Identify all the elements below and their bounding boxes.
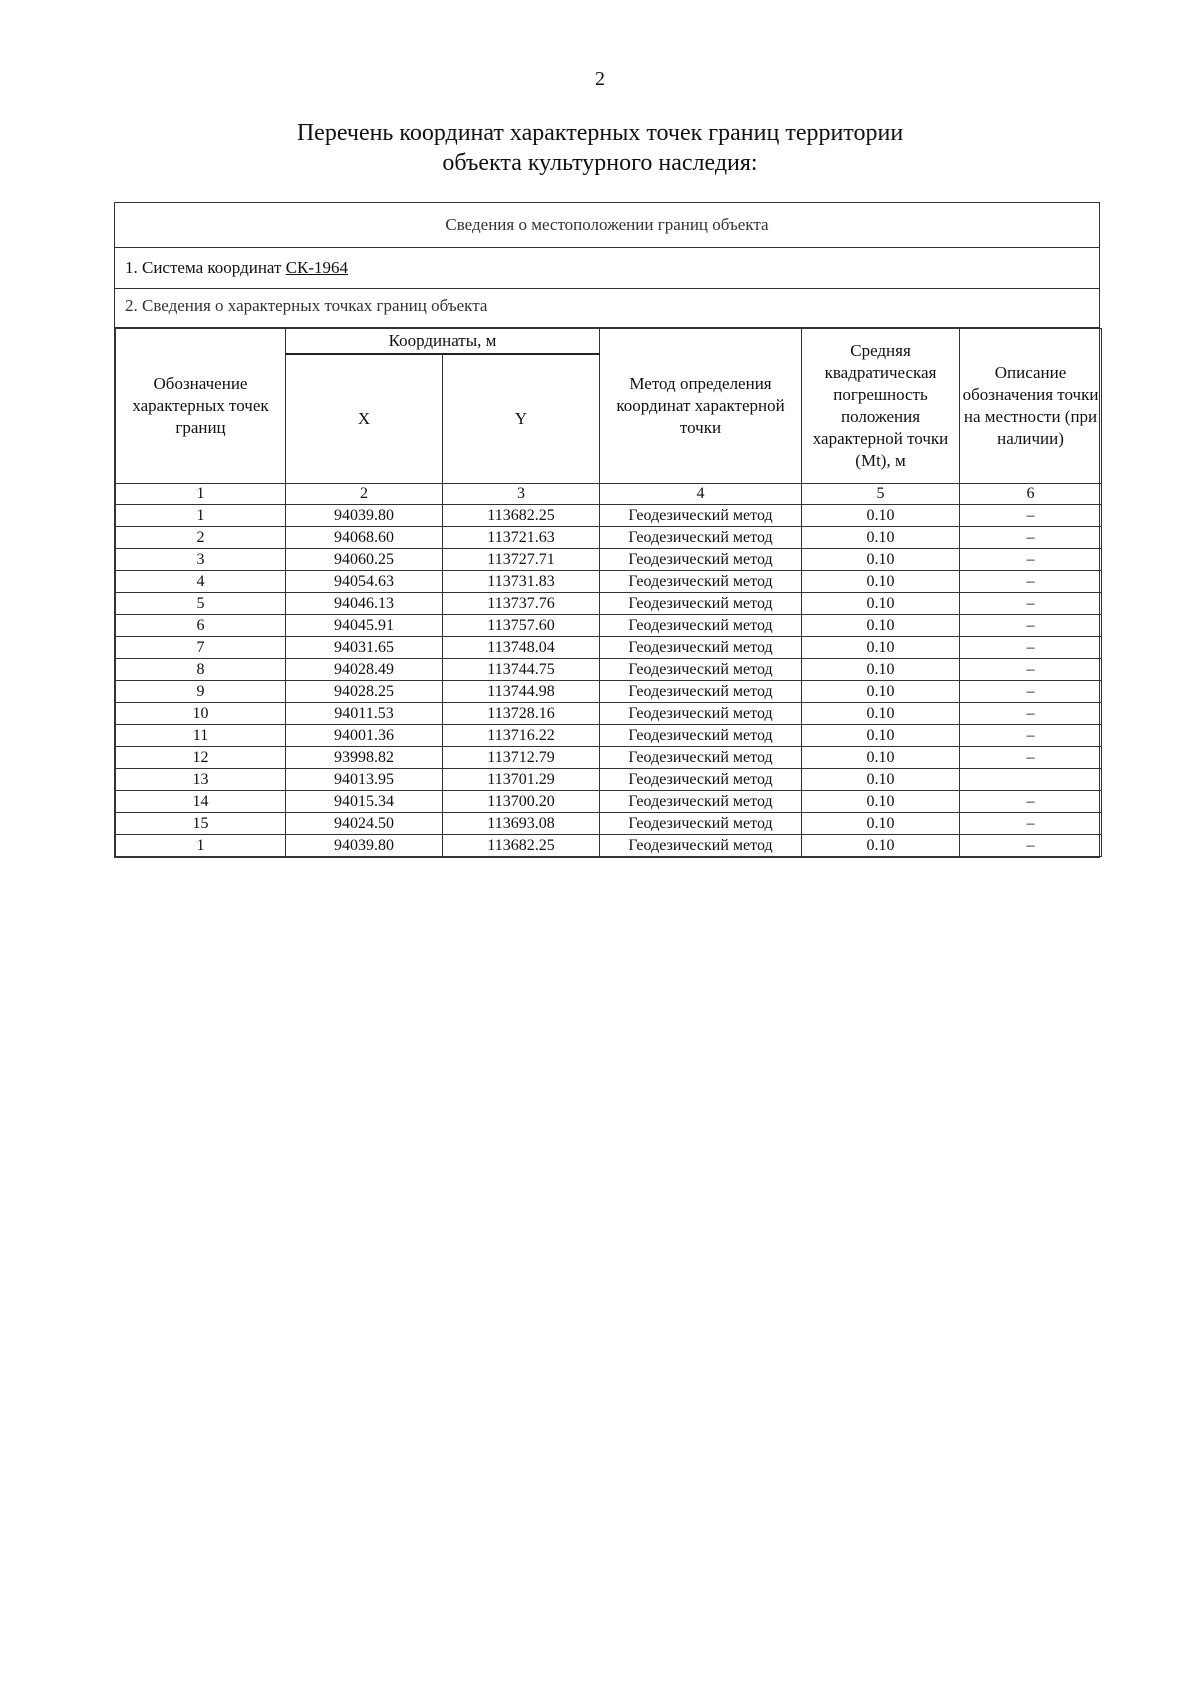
method-cell: Геодезический метод xyxy=(600,681,802,703)
points-table-body xyxy=(116,505,1102,857)
error-cell: 0.10 xyxy=(802,615,960,637)
col-x-header: X xyxy=(286,354,443,484)
description-cell xyxy=(960,769,1102,791)
table-row xyxy=(116,615,1102,637)
description-cell: – xyxy=(960,615,1102,637)
x-cell: 94039.80 xyxy=(286,835,443,857)
table-row xyxy=(116,791,1102,813)
y-cell: 113744.98 xyxy=(443,681,600,703)
page-number: 2 xyxy=(595,68,605,90)
column-number: 4 xyxy=(600,484,802,505)
x-cell: 94011.53 xyxy=(286,703,443,725)
x-cell: 94060.25 xyxy=(286,549,443,571)
table-row xyxy=(116,659,1102,681)
error-cell: 0.10 xyxy=(802,549,960,571)
description-cell: – xyxy=(960,593,1102,615)
x-cell: 94054.63 xyxy=(286,571,443,593)
table-row xyxy=(116,571,1102,593)
document-title xyxy=(0,118,1200,178)
col-description-header: Описание обозначения точки на местности (при наличии) xyxy=(960,329,1102,484)
x-cell: 94045.91 xyxy=(286,615,443,637)
y-cell: 113727.71 xyxy=(443,549,600,571)
method-cell: Геодезический метод xyxy=(600,637,802,659)
table-row xyxy=(116,813,1102,835)
description-cell: – xyxy=(960,549,1102,571)
point-cell: 11 xyxy=(116,725,286,747)
title-line-2: объекта культурного наследия: xyxy=(442,150,758,176)
y-cell: 113701.29 xyxy=(443,769,600,791)
error-cell: 0.10 xyxy=(802,593,960,615)
x-cell: 94031.65 xyxy=(286,637,443,659)
error-cell: 0.10 xyxy=(802,681,960,703)
coordinate-system-row xyxy=(115,248,1099,289)
error-cell: 0.10 xyxy=(802,637,960,659)
y-cell: 113712.79 xyxy=(443,747,600,769)
method-cell: Геодезический метод xyxy=(600,703,802,725)
error-cell: 0.10 xyxy=(802,725,960,747)
method-cell: Геодезический метод xyxy=(600,769,802,791)
column-number: 2 xyxy=(286,484,443,505)
x-cell: 94015.34 xyxy=(286,791,443,813)
table-row xyxy=(116,681,1102,703)
point-cell: 13 xyxy=(116,769,286,791)
col-y-header: Y xyxy=(443,354,600,484)
title-line-1: Перечень координат характерных точек границ территории xyxy=(296,120,904,146)
description-cell: – xyxy=(960,637,1102,659)
method-cell: Геодезический метод xyxy=(600,527,802,549)
coordinate-system-label: 1. Система координат xyxy=(125,258,286,277)
x-cell: 94068.60 xyxy=(286,527,443,549)
column-numbers-row xyxy=(116,484,1102,505)
table-row xyxy=(116,505,1102,527)
table-caption: Сведения о местоположении границ объекта xyxy=(115,203,1099,248)
y-cell: 113721.63 xyxy=(443,527,600,549)
point-cell: 5 xyxy=(116,593,286,615)
y-cell: 113682.25 xyxy=(443,505,600,527)
point-cell: 15 xyxy=(116,813,286,835)
x-cell: 94001.36 xyxy=(286,725,443,747)
points-caption: 2. Сведения о характерных точках границ объекта xyxy=(115,289,1099,328)
x-cell: 94039.80 xyxy=(286,505,443,527)
description-cell: – xyxy=(960,747,1102,769)
x-cell: 94046.13 xyxy=(286,593,443,615)
y-cell: 113757.60 xyxy=(443,615,600,637)
description-cell: – xyxy=(960,813,1102,835)
y-cell: 113728.16 xyxy=(443,703,600,725)
error-cell: 0.10 xyxy=(802,769,960,791)
point-cell: 1 xyxy=(116,505,286,527)
description-cell: – xyxy=(960,791,1102,813)
error-cell: 0.10 xyxy=(802,791,960,813)
table-row xyxy=(116,549,1102,571)
coordinate-system-value: СК-1964 xyxy=(285,258,349,277)
method-cell: Геодезический метод xyxy=(600,593,802,615)
description-cell: – xyxy=(960,571,1102,593)
point-cell: 9 xyxy=(116,681,286,703)
point-cell: 7 xyxy=(116,637,286,659)
method-cell: Геодезический метод xyxy=(600,615,802,637)
description-cell: – xyxy=(960,659,1102,681)
point-cell: 8 xyxy=(116,659,286,681)
method-cell: Геодезический метод xyxy=(600,505,802,527)
boundary-info-table xyxy=(114,202,1100,858)
y-cell: 113731.83 xyxy=(443,571,600,593)
description-cell: – xyxy=(960,725,1102,747)
point-cell: 2 xyxy=(116,527,286,549)
y-cell: 113744.75 xyxy=(443,659,600,681)
y-cell: 113682.25 xyxy=(443,835,600,857)
method-cell: Геодезический метод xyxy=(600,747,802,769)
y-cell: 113716.22 xyxy=(443,725,600,747)
table-row xyxy=(116,769,1102,791)
y-cell: 113748.04 xyxy=(443,637,600,659)
method-cell: Геодезический метод xyxy=(600,571,802,593)
description-cell: – xyxy=(960,681,1102,703)
description-cell: – xyxy=(960,703,1102,725)
method-cell: Геодезический метод xyxy=(600,791,802,813)
point-cell: 12 xyxy=(116,747,286,769)
point-cell: 10 xyxy=(116,703,286,725)
description-cell: – xyxy=(960,835,1102,857)
x-cell: 94013.95 xyxy=(286,769,443,791)
error-cell: 0.10 xyxy=(802,527,960,549)
table-row xyxy=(116,725,1102,747)
col-error-header: Средняя квадратическая погрешность положения характерной точки (Mt), м xyxy=(802,329,960,484)
description-cell: – xyxy=(960,527,1102,549)
error-cell: 0.10 xyxy=(802,703,960,725)
error-cell: 0.10 xyxy=(802,835,960,857)
point-cell: 4 xyxy=(116,571,286,593)
col-method-header: Метод определения координат характерной точки xyxy=(600,329,802,484)
y-cell: 113693.08 xyxy=(443,813,600,835)
method-cell: Геодезический метод xyxy=(600,549,802,571)
method-cell: Геодезический метод xyxy=(600,813,802,835)
error-cell: 0.10 xyxy=(802,571,960,593)
table-row xyxy=(116,593,1102,615)
point-cell: 6 xyxy=(116,615,286,637)
column-number: 5 xyxy=(802,484,960,505)
points-table xyxy=(115,328,1102,857)
x-cell: 94028.25 xyxy=(286,681,443,703)
description-cell: – xyxy=(960,505,1102,527)
column-number: 6 xyxy=(960,484,1102,505)
col-coords-header: Координаты, м xyxy=(286,329,600,355)
error-cell: 0.10 xyxy=(802,813,960,835)
y-cell: 113737.76 xyxy=(443,593,600,615)
method-cell: Геодезический метод xyxy=(600,725,802,747)
column-number: 3 xyxy=(443,484,600,505)
x-cell: 94024.50 xyxy=(286,813,443,835)
error-cell: 0.10 xyxy=(802,659,960,681)
method-cell: Геодезический метод xyxy=(600,659,802,681)
column-number: 1 xyxy=(116,484,286,505)
error-cell: 0.10 xyxy=(802,747,960,769)
method-cell: Геодезический метод xyxy=(600,835,802,857)
x-cell: 93998.82 xyxy=(286,747,443,769)
y-cell: 113700.20 xyxy=(443,791,600,813)
point-cell: 14 xyxy=(116,791,286,813)
error-cell: 0.10 xyxy=(802,505,960,527)
table-row xyxy=(116,703,1102,725)
table-row xyxy=(116,637,1102,659)
table-row xyxy=(116,527,1102,549)
point-cell: 1 xyxy=(116,835,286,857)
table-row xyxy=(116,747,1102,769)
x-cell: 94028.49 xyxy=(286,659,443,681)
table-row xyxy=(116,835,1102,857)
col-designation-header: Обозначение характерных точек границ xyxy=(116,329,286,484)
point-cell: 3 xyxy=(116,549,286,571)
